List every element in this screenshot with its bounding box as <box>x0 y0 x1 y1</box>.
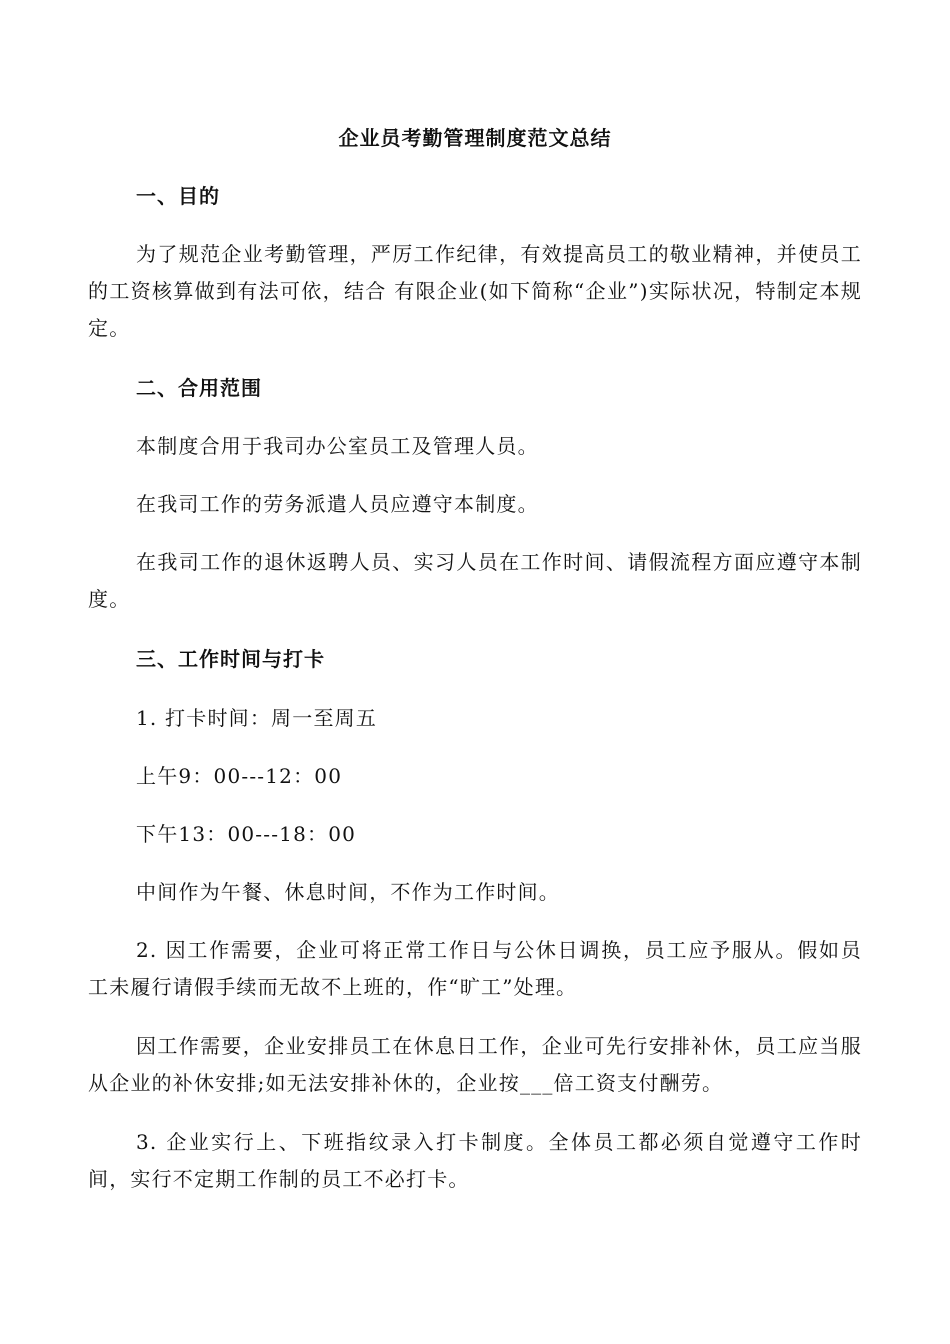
paragraph-afternoon-hours: 下午13：00---18：00 <box>136 822 357 846</box>
paragraph-scope-1: 本制度合用于我司办公室员工及管理人员。 <box>136 434 539 458</box>
paragraph-scope-3: 在我司工作的退休返聘人员、实习人员在工作时间、请假流程方面应遵守本制度。 <box>88 550 862 611</box>
paragraph-scope-2: 在我司工作的劳务派遣人员应遵守本制度。 <box>136 492 539 516</box>
section-heading-work-time: 三、工作时间与打卡 <box>136 647 325 671</box>
paragraph-rest-day-work: 因工作需要，企业安排员工在休息日工作，企业可先行安排补休，员工应当服从企业的补休安排;如无法安排补休的，企业按___倍工资支付酬劳。 <box>88 1034 862 1095</box>
paragraph-workday-swap: 2. 因工作需要，企业可将正常工作日与公休日调换，员工应予服从。假如员工未履行请假手续而无故不上班的，作“旷工”处理。 <box>88 938 862 999</box>
paragraph-morning-hours: 上午9：00---12：00 <box>136 764 343 788</box>
paragraph-purpose: 为了规范企业考勤管理，严厉工作纪律，有效提高员工的敬业精神，并使员工的工资核算做到有法可依，结合 有限企业(如下简称“企业”)实际状况，特制定本规定。 <box>88 242 862 340</box>
paragraph-lunch-break: 中间作为午餐、休息时间，不作为工作时间。 <box>136 880 560 904</box>
section-heading-purpose: 一、目的 <box>136 184 220 208</box>
page-title: 企业员考勤管理制度范文总结 <box>338 126 612 150</box>
section-heading-scope: 二、合用范围 <box>136 376 262 400</box>
paragraph-fingerprint-clock: 3. 企业实行上、下班指纹录入打卡制度。全体员工都必须自觉遵守工作时间，实行不定期工作制的员工不必打卡。 <box>88 1130 862 1191</box>
paragraph-clock-time: 1. 打卡时间：周一至周五 <box>136 706 378 730</box>
